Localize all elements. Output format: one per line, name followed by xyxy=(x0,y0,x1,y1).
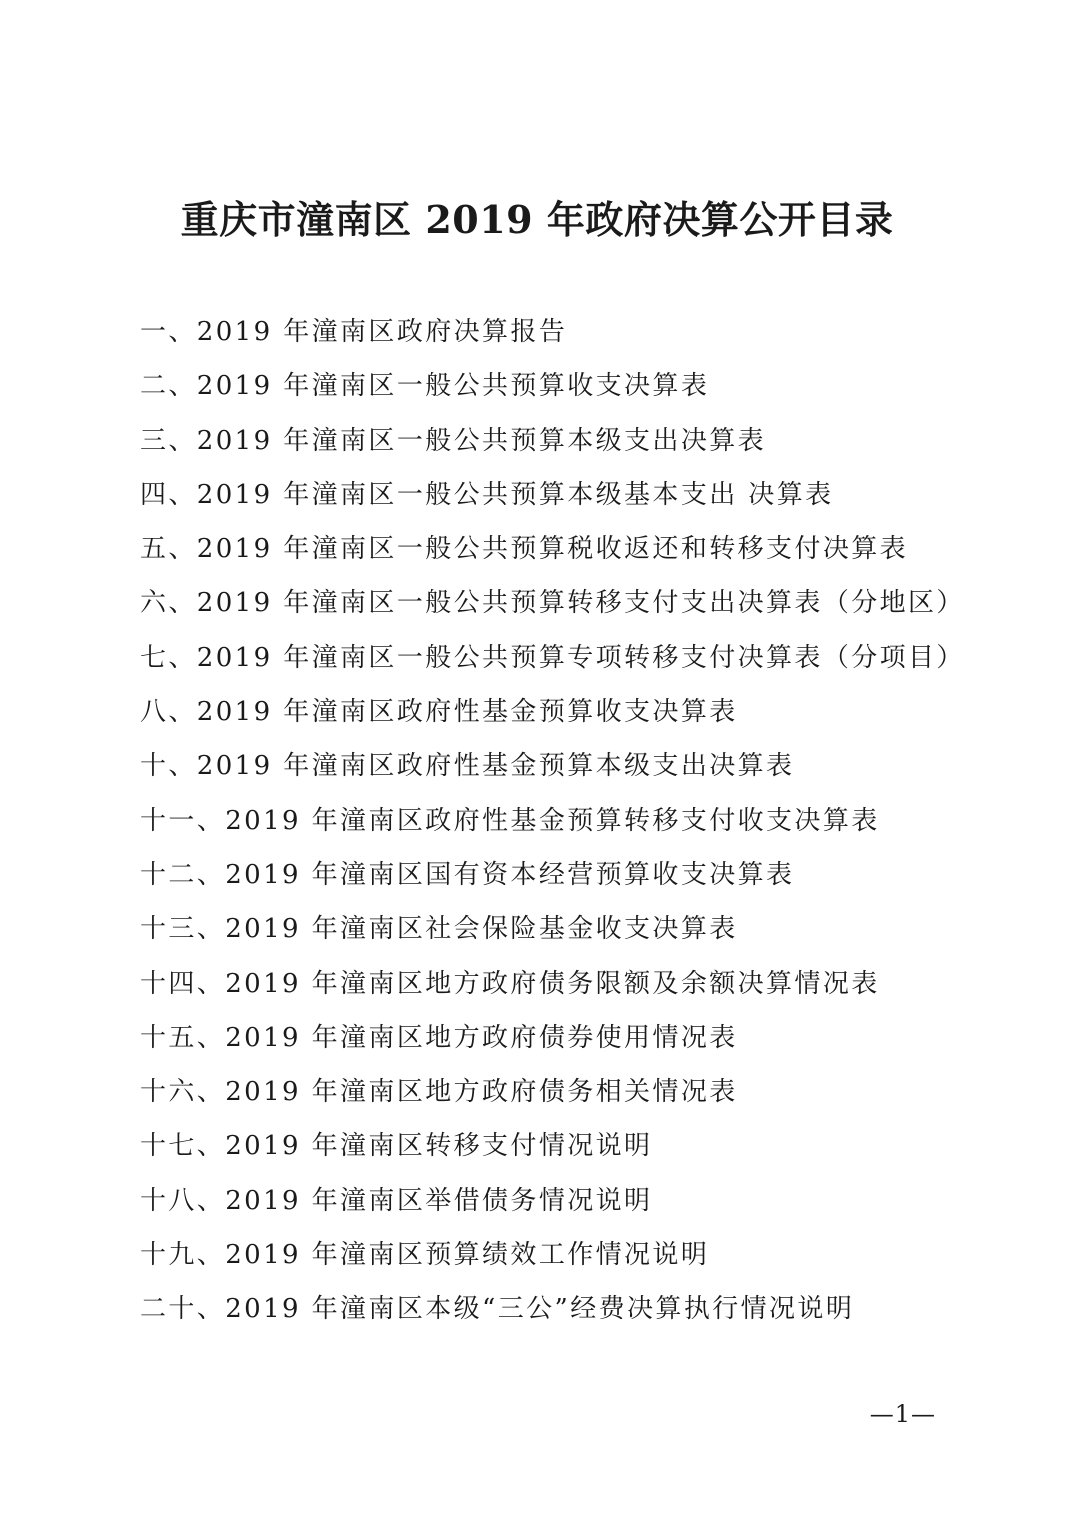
toc-item: 一、2019 年潼南区政府决算报告 xyxy=(140,317,568,347)
toc-item: 四、2019 年潼南区一般公共预算本级基本支出 决算表 xyxy=(140,479,834,510)
toc-item: 七、2019 年潼南区一般公共预算专项转移支付决算表（分项目） xyxy=(140,642,965,673)
toc-item: 十八、2019 年潼南区举借债务情况说明 xyxy=(140,1185,653,1216)
toc-item: 五、2019 年潼南区一般公共预算税收返还和转移支付决算表 xyxy=(140,534,909,565)
toc-item: 十七、2019 年潼南区转移支付情况说明 xyxy=(140,1131,653,1162)
toc-item: 十九、2019 年潼南区预算绩效工作情况说明 xyxy=(140,1240,710,1271)
toc-item: 三、2019 年潼南区一般公共预算本级支出决算表 xyxy=(140,425,767,456)
toc-item: 十、2019 年潼南区政府性基金预算本级支出决算表 xyxy=(140,751,795,782)
toc-item: 六、2019 年潼南区一般公共预算转移支付支出决算表（分地区） xyxy=(140,588,965,619)
toc-item: 十五、2019 年潼南区地方政府债券使用情况表 xyxy=(140,1022,738,1053)
toc-item: 二十、2019 年潼南区本级“三公”经费决算执行情况说明 xyxy=(140,1294,855,1325)
toc-item: 二、2019 年潼南区一般公共预算收支决算表 xyxy=(140,371,710,402)
toc-item: 十六、2019 年潼南区地方政府债务相关情况表 xyxy=(140,1077,738,1108)
toc-item: 十二、2019 年潼南区国有资本经营预算收支决算表 xyxy=(140,859,795,890)
toc-item: 十三、2019 年潼南区社会保险基金收支决算表 xyxy=(140,914,738,945)
toc-item: 十一、2019 年潼南区政府性基金预算转移支付收支决算表 xyxy=(140,805,880,836)
toc-item: 十四、2019 年潼南区地方政府债务限额及余额决算情况表 xyxy=(140,968,880,999)
document-title: 重庆市潼南区 2019 年政府决算公开目录 xyxy=(180,197,894,242)
table-of-contents xyxy=(140,305,1020,1337)
toc-item: 八、2019 年潼南区政府性基金预算收支决算表 xyxy=(140,697,738,728)
page-number: —1— xyxy=(869,1400,936,1428)
